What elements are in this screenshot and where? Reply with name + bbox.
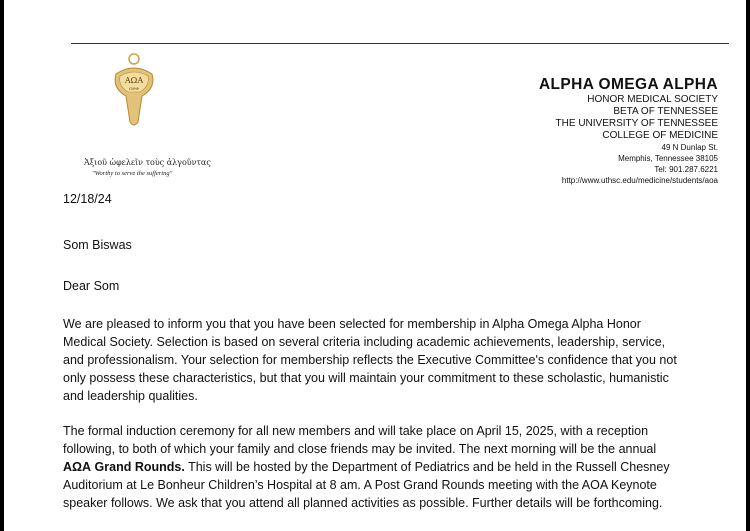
grand-rounds-bold: ΑΩΑ Grand Rounds. <box>63 460 185 474</box>
org-phone: Tel: 901.287.6221 <box>654 165 718 174</box>
letter-date: 12/18/24 <box>63 192 112 206</box>
org-city: Memphis, Tennessee 38105 <box>618 154 718 163</box>
svg-text:ΑΩΑ: ΑΩΑ <box>124 76 144 85</box>
motto-english: "Worthy to serve the suffering" <box>92 170 173 177</box>
paragraph-2-part-b: This will be hosted by the Department of Pediatrics and be held in the Russell Chesney Auditorium at Le Bonheur Children’s Hospital at 8 am. A Post Grand Rounds meeting with the AOA Keynote speaker follows. We ask that you attend all planned activities as possible. Further details will be forthcoming. <box>63 460 670 510</box>
motto-greek: Ἀξιοῦ ὠφελεῖν τοὺς ἀλγοῦντας <box>84 158 211 167</box>
org-name: ALPHA OMEGA ALPHA <box>538 76 718 93</box>
org-line-3: THE UNIVERSITY OF TENNESSEE <box>555 118 718 129</box>
paragraph-1: We are pleased to inform you that you have been selected for membership in Alpha Omega Alpha Honor Medical Society. Selection is based on several criteria including academic achievements, leadership, service, and professionalism. Your selection for membership reflects the Executive Committee's confidence that you not only possess these characteristics, but that you will maintain your commitment to these scholastic, humanistic and leadership qualities. <box>63 317 677 403</box>
letter-page <box>4 0 746 531</box>
paragraph-2-part-a: The formal induction ceremony for all new members and will take place on April 15, 2025, with a reception following, to both of which your family and close friends may be invited. The next morning will be the annual <box>63 424 657 456</box>
org-url: http://www.uthsc.edu/medicine/students/aoa <box>561 176 718 185</box>
header-rule <box>71 43 729 44</box>
aoa-key-logo <box>112 52 156 128</box>
salutation: Dear Som <box>63 279 120 293</box>
org-line-2: BETA OF TENNESSEE <box>613 106 718 117</box>
recipient-name: Som Biswas <box>63 238 132 252</box>
org-address: 49 N Dunlap St. <box>661 143 718 152</box>
svg-text:ΟΦΦ: ΟΦΦ <box>129 86 139 91</box>
org-line-1: HONOR MEDICAL SOCIETY <box>587 94 718 105</box>
org-line-4: COLLEGE OF MEDICINE <box>602 130 718 141</box>
letterhead-block <box>539 76 718 186</box>
paragraph-2 <box>63 422 683 512</box>
